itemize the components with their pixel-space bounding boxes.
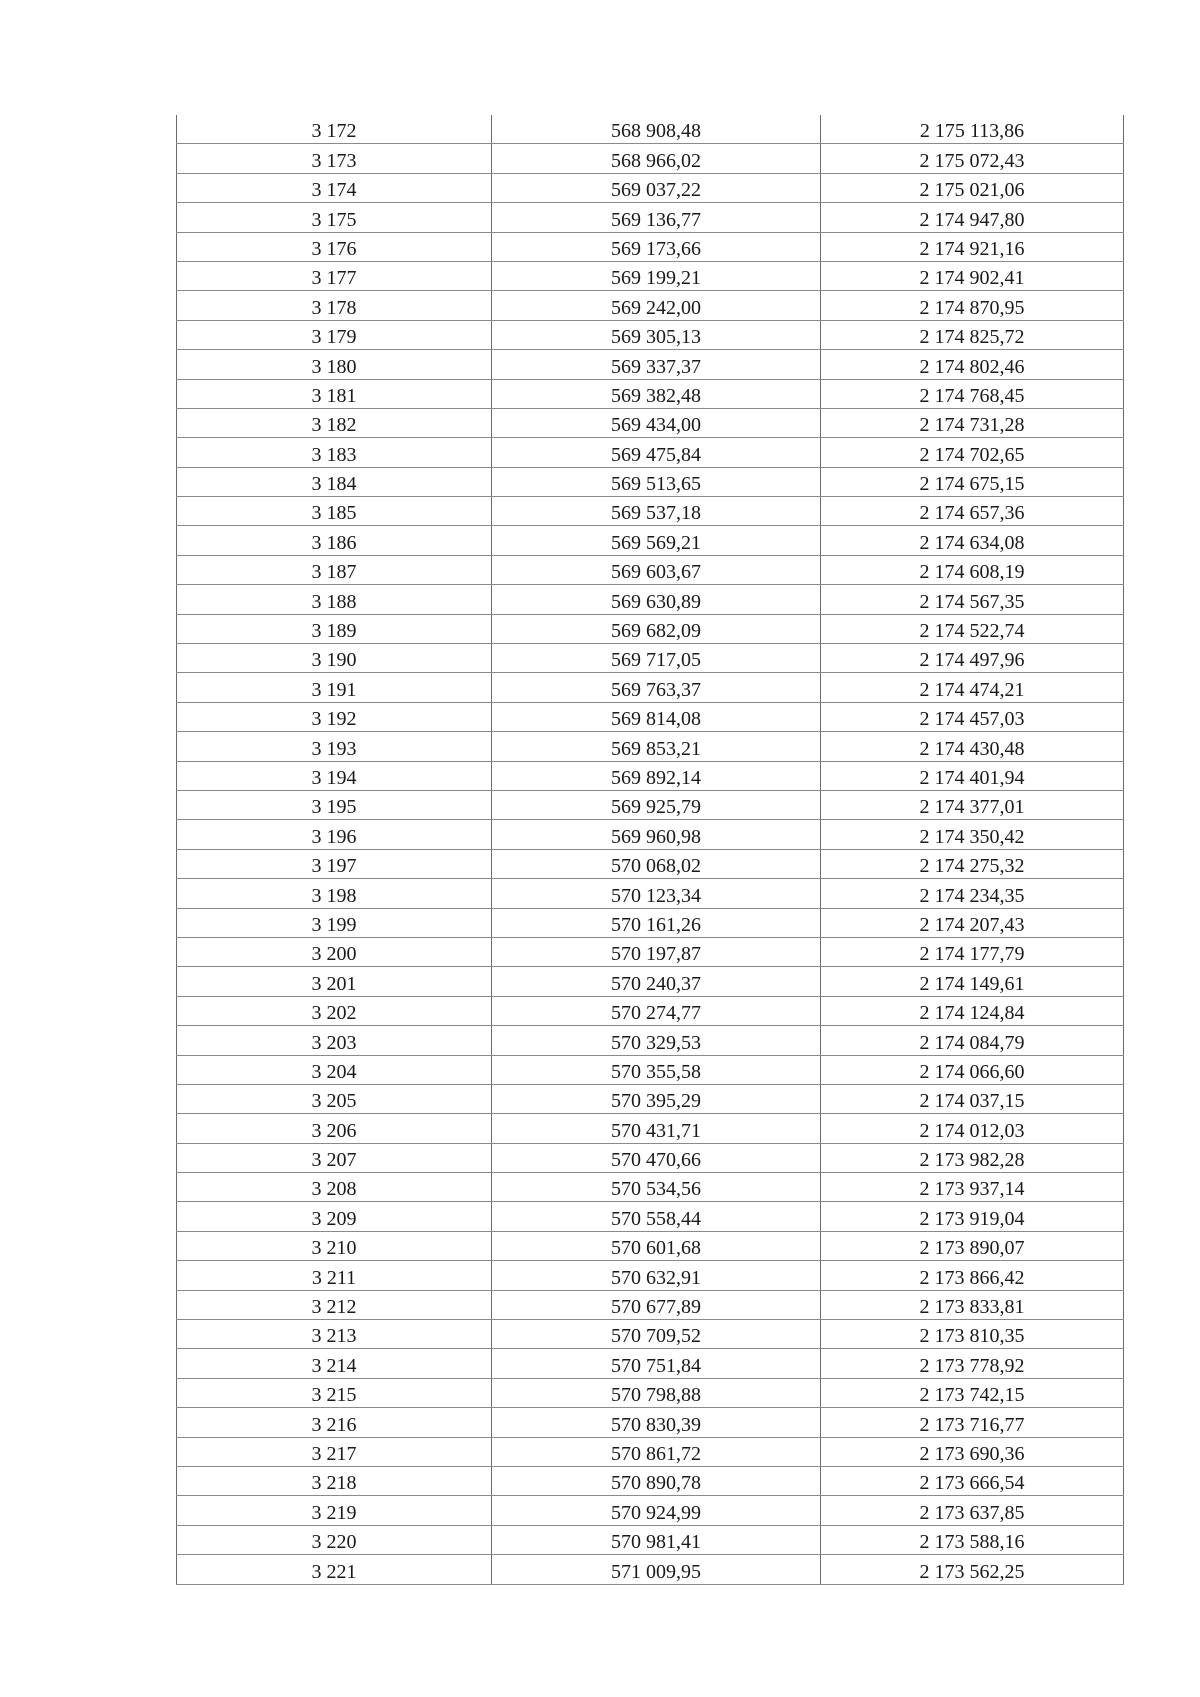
x-coordinate-cell: 569 603,67 bbox=[492, 555, 821, 584]
x-coordinate-cell: 570 924,99 bbox=[492, 1496, 821, 1525]
x-coordinate-cell: 569 630,89 bbox=[492, 585, 821, 614]
x-coordinate-cell: 569 763,37 bbox=[492, 673, 821, 702]
point-number-cell: 3 180 bbox=[177, 350, 492, 379]
point-number-cell: 3 198 bbox=[177, 879, 492, 908]
table-row bbox=[177, 438, 1124, 467]
point-number-cell: 3 191 bbox=[177, 673, 492, 702]
y-coordinate-cell: 2 174 037,15 bbox=[821, 1084, 1124, 1113]
x-coordinate-cell: 569 136,77 bbox=[492, 203, 821, 232]
y-coordinate-cell: 2 174 377,01 bbox=[821, 790, 1124, 819]
point-number-cell: 3 176 bbox=[177, 232, 492, 261]
point-number-cell: 3 194 bbox=[177, 761, 492, 790]
table-row bbox=[177, 1466, 1124, 1495]
y-coordinate-cell: 2 173 588,16 bbox=[821, 1525, 1124, 1554]
x-coordinate-cell: 569 037,22 bbox=[492, 173, 821, 202]
point-number-cell: 3 209 bbox=[177, 1202, 492, 1231]
x-coordinate-cell: 569 717,05 bbox=[492, 644, 821, 673]
table-row bbox=[177, 1055, 1124, 1084]
table-row bbox=[177, 203, 1124, 232]
table-row bbox=[177, 673, 1124, 702]
point-number-cell: 3 173 bbox=[177, 144, 492, 173]
table-row bbox=[177, 232, 1124, 261]
point-number-cell: 3 221 bbox=[177, 1555, 492, 1584]
y-coordinate-cell: 2 174 921,16 bbox=[821, 232, 1124, 261]
point-number-cell: 3 178 bbox=[177, 291, 492, 320]
point-number-cell: 3 172 bbox=[177, 115, 492, 144]
table-row bbox=[177, 1084, 1124, 1113]
table-row bbox=[177, 1290, 1124, 1319]
point-number-cell: 3 184 bbox=[177, 467, 492, 496]
point-number-cell: 3 187 bbox=[177, 555, 492, 584]
point-number-cell: 3 174 bbox=[177, 173, 492, 202]
y-coordinate-cell: 2 174 234,35 bbox=[821, 879, 1124, 908]
table-row bbox=[177, 1202, 1124, 1231]
y-coordinate-cell: 2 174 401,94 bbox=[821, 761, 1124, 790]
point-number-cell: 3 183 bbox=[177, 438, 492, 467]
x-coordinate-cell: 570 601,68 bbox=[492, 1231, 821, 1260]
table-row bbox=[177, 379, 1124, 408]
table-row bbox=[177, 585, 1124, 614]
point-number-cell: 3 210 bbox=[177, 1231, 492, 1260]
point-number-cell: 3 206 bbox=[177, 1114, 492, 1143]
table-row bbox=[177, 1026, 1124, 1055]
table-row bbox=[177, 497, 1124, 526]
point-number-cell: 3 193 bbox=[177, 732, 492, 761]
x-coordinate-cell: 570 068,02 bbox=[492, 849, 821, 878]
x-coordinate-cell: 570 751,84 bbox=[492, 1349, 821, 1378]
x-coordinate-cell: 569 892,14 bbox=[492, 761, 821, 790]
table-row bbox=[177, 1231, 1124, 1260]
table-row bbox=[177, 996, 1124, 1025]
x-coordinate-cell: 570 197,87 bbox=[492, 937, 821, 966]
point-number-cell: 3 175 bbox=[177, 203, 492, 232]
y-coordinate-cell: 2 174 608,19 bbox=[821, 555, 1124, 584]
x-coordinate-cell: 569 960,98 bbox=[492, 820, 821, 849]
table-row bbox=[177, 1143, 1124, 1172]
x-coordinate-cell: 570 830,39 bbox=[492, 1408, 821, 1437]
table-row bbox=[177, 761, 1124, 790]
x-coordinate-cell: 569 305,13 bbox=[492, 320, 821, 349]
x-coordinate-cell: 570 981,41 bbox=[492, 1525, 821, 1554]
x-coordinate-cell: 570 355,58 bbox=[492, 1055, 821, 1084]
point-number-cell: 3 197 bbox=[177, 849, 492, 878]
table-row bbox=[177, 1437, 1124, 1466]
x-coordinate-cell: 570 240,37 bbox=[492, 967, 821, 996]
table-row bbox=[177, 790, 1124, 819]
x-coordinate-cell: 570 329,53 bbox=[492, 1026, 821, 1055]
table-row bbox=[177, 967, 1124, 996]
point-number-cell: 3 196 bbox=[177, 820, 492, 849]
table-row bbox=[177, 1261, 1124, 1290]
x-coordinate-cell: 569 434,00 bbox=[492, 408, 821, 437]
point-number-cell: 3 185 bbox=[177, 497, 492, 526]
y-coordinate-cell: 2 174 870,95 bbox=[821, 291, 1124, 320]
x-coordinate-cell: 571 009,95 bbox=[492, 1555, 821, 1584]
table-row bbox=[177, 1408, 1124, 1437]
table-row bbox=[177, 261, 1124, 290]
y-coordinate-cell: 2 174 084,79 bbox=[821, 1026, 1124, 1055]
y-coordinate-cell: 2 174 012,03 bbox=[821, 1114, 1124, 1143]
point-number-cell: 3 208 bbox=[177, 1173, 492, 1202]
point-number-cell: 3 216 bbox=[177, 1408, 492, 1437]
table-row bbox=[177, 614, 1124, 643]
y-coordinate-cell: 2 173 637,85 bbox=[821, 1496, 1124, 1525]
point-number-cell: 3 219 bbox=[177, 1496, 492, 1525]
coordinates-table bbox=[176, 115, 1124, 1585]
point-number-cell: 3 190 bbox=[177, 644, 492, 673]
point-number-cell: 3 182 bbox=[177, 408, 492, 437]
coordinates-table-body bbox=[177, 115, 1124, 1584]
y-coordinate-cell: 2 174 207,43 bbox=[821, 908, 1124, 937]
point-number-cell: 3 211 bbox=[177, 1261, 492, 1290]
x-coordinate-cell: 569 513,65 bbox=[492, 467, 821, 496]
table-row bbox=[177, 115, 1124, 144]
point-number-cell: 3 215 bbox=[177, 1378, 492, 1407]
y-coordinate-cell: 2 174 177,79 bbox=[821, 937, 1124, 966]
point-number-cell: 3 199 bbox=[177, 908, 492, 937]
y-coordinate-cell: 2 174 947,80 bbox=[821, 203, 1124, 232]
y-coordinate-cell: 2 173 778,92 bbox=[821, 1349, 1124, 1378]
table-row bbox=[177, 173, 1124, 202]
y-coordinate-cell: 2 174 457,03 bbox=[821, 702, 1124, 731]
point-number-cell: 3 204 bbox=[177, 1055, 492, 1084]
x-coordinate-cell: 569 925,79 bbox=[492, 790, 821, 819]
point-number-cell: 3 213 bbox=[177, 1320, 492, 1349]
y-coordinate-cell: 2 174 702,65 bbox=[821, 438, 1124, 467]
x-coordinate-cell: 570 431,71 bbox=[492, 1114, 821, 1143]
y-coordinate-cell: 2 174 474,21 bbox=[821, 673, 1124, 702]
point-number-cell: 3 192 bbox=[177, 702, 492, 731]
point-number-cell: 3 218 bbox=[177, 1466, 492, 1495]
table-row bbox=[177, 908, 1124, 937]
y-coordinate-cell: 2 174 275,32 bbox=[821, 849, 1124, 878]
y-coordinate-cell: 2 173 937,14 bbox=[821, 1173, 1124, 1202]
point-number-cell: 3 202 bbox=[177, 996, 492, 1025]
table-row bbox=[177, 555, 1124, 584]
x-coordinate-cell: 570 470,66 bbox=[492, 1143, 821, 1172]
x-coordinate-cell: 568 908,48 bbox=[492, 115, 821, 144]
x-coordinate-cell: 570 123,34 bbox=[492, 879, 821, 908]
y-coordinate-cell: 2 173 690,36 bbox=[821, 1437, 1124, 1466]
y-coordinate-cell: 2 174 825,72 bbox=[821, 320, 1124, 349]
y-coordinate-cell: 2 174 522,74 bbox=[821, 614, 1124, 643]
x-coordinate-cell: 570 395,29 bbox=[492, 1084, 821, 1113]
x-coordinate-cell: 569 242,00 bbox=[492, 291, 821, 320]
table-row bbox=[177, 644, 1124, 673]
y-coordinate-cell: 2 175 113,86 bbox=[821, 115, 1124, 144]
y-coordinate-cell: 2 174 124,84 bbox=[821, 996, 1124, 1025]
y-coordinate-cell: 2 174 350,42 bbox=[821, 820, 1124, 849]
point-number-cell: 3 188 bbox=[177, 585, 492, 614]
point-number-cell: 3 200 bbox=[177, 937, 492, 966]
x-coordinate-cell: 568 966,02 bbox=[492, 144, 821, 173]
y-coordinate-cell: 2 174 768,45 bbox=[821, 379, 1124, 408]
x-coordinate-cell: 570 161,26 bbox=[492, 908, 821, 937]
x-coordinate-cell: 570 709,52 bbox=[492, 1320, 821, 1349]
y-coordinate-cell: 2 173 810,35 bbox=[821, 1320, 1124, 1349]
x-coordinate-cell: 570 558,44 bbox=[492, 1202, 821, 1231]
point-number-cell: 3 189 bbox=[177, 614, 492, 643]
point-number-cell: 3 179 bbox=[177, 320, 492, 349]
point-number-cell: 3 205 bbox=[177, 1084, 492, 1113]
x-coordinate-cell: 569 814,08 bbox=[492, 702, 821, 731]
x-coordinate-cell: 570 861,72 bbox=[492, 1437, 821, 1466]
point-number-cell: 3 220 bbox=[177, 1525, 492, 1554]
point-number-cell: 3 177 bbox=[177, 261, 492, 290]
y-coordinate-cell: 2 173 666,54 bbox=[821, 1466, 1124, 1495]
y-coordinate-cell: 2 175 072,43 bbox=[821, 144, 1124, 173]
x-coordinate-cell: 569 382,48 bbox=[492, 379, 821, 408]
table-row bbox=[177, 350, 1124, 379]
table-row bbox=[177, 1320, 1124, 1349]
x-coordinate-cell: 570 632,91 bbox=[492, 1261, 821, 1290]
y-coordinate-cell: 2 174 902,41 bbox=[821, 261, 1124, 290]
x-coordinate-cell: 570 798,88 bbox=[492, 1378, 821, 1407]
y-coordinate-cell: 2 173 866,42 bbox=[821, 1261, 1124, 1290]
y-coordinate-cell: 2 174 731,28 bbox=[821, 408, 1124, 437]
table-row bbox=[177, 144, 1124, 173]
y-coordinate-cell: 2 173 833,81 bbox=[821, 1290, 1124, 1319]
table-row bbox=[177, 702, 1124, 731]
point-number-cell: 3 207 bbox=[177, 1143, 492, 1172]
y-coordinate-cell: 2 174 497,96 bbox=[821, 644, 1124, 673]
x-coordinate-cell: 570 534,56 bbox=[492, 1173, 821, 1202]
table-row bbox=[177, 820, 1124, 849]
point-number-cell: 3 186 bbox=[177, 526, 492, 555]
y-coordinate-cell: 2 173 919,04 bbox=[821, 1202, 1124, 1231]
y-coordinate-cell: 2 174 802,46 bbox=[821, 350, 1124, 379]
y-coordinate-cell: 2 174 066,60 bbox=[821, 1055, 1124, 1084]
y-coordinate-cell: 2 174 657,36 bbox=[821, 497, 1124, 526]
point-number-cell: 3 214 bbox=[177, 1349, 492, 1378]
x-coordinate-cell: 569 337,37 bbox=[492, 350, 821, 379]
point-number-cell: 3 195 bbox=[177, 790, 492, 819]
x-coordinate-cell: 569 173,66 bbox=[492, 232, 821, 261]
x-coordinate-cell: 569 682,09 bbox=[492, 614, 821, 643]
x-coordinate-cell: 569 537,18 bbox=[492, 497, 821, 526]
y-coordinate-cell: 2 173 562,25 bbox=[821, 1555, 1124, 1584]
x-coordinate-cell: 570 677,89 bbox=[492, 1290, 821, 1319]
x-coordinate-cell: 570 274,77 bbox=[492, 996, 821, 1025]
table-row bbox=[177, 732, 1124, 761]
x-coordinate-cell: 569 475,84 bbox=[492, 438, 821, 467]
x-coordinate-cell: 570 890,78 bbox=[492, 1466, 821, 1495]
y-coordinate-cell: 2 174 634,08 bbox=[821, 526, 1124, 555]
table-row bbox=[177, 1378, 1124, 1407]
point-number-cell: 3 203 bbox=[177, 1026, 492, 1055]
y-coordinate-cell: 2 173 982,28 bbox=[821, 1143, 1124, 1172]
y-coordinate-cell: 2 173 890,07 bbox=[821, 1231, 1124, 1260]
table-row bbox=[177, 1349, 1124, 1378]
y-coordinate-cell: 2 174 567,35 bbox=[821, 585, 1124, 614]
y-coordinate-cell: 2 173 716,77 bbox=[821, 1408, 1124, 1437]
point-number-cell: 3 217 bbox=[177, 1437, 492, 1466]
table-row bbox=[177, 1173, 1124, 1202]
x-coordinate-cell: 569 199,21 bbox=[492, 261, 821, 290]
table-row bbox=[177, 526, 1124, 555]
y-coordinate-cell: 2 174 430,48 bbox=[821, 732, 1124, 761]
point-number-cell: 3 201 bbox=[177, 967, 492, 996]
y-coordinate-cell: 2 174 149,61 bbox=[821, 967, 1124, 996]
table-row bbox=[177, 1525, 1124, 1554]
table-row bbox=[177, 408, 1124, 437]
table-row bbox=[177, 1555, 1124, 1584]
table-row bbox=[177, 937, 1124, 966]
y-coordinate-cell: 2 175 021,06 bbox=[821, 173, 1124, 202]
x-coordinate-cell: 569 853,21 bbox=[492, 732, 821, 761]
table-row bbox=[177, 467, 1124, 496]
table-row bbox=[177, 879, 1124, 908]
table-row bbox=[177, 849, 1124, 878]
point-number-cell: 3 212 bbox=[177, 1290, 492, 1319]
table-row bbox=[177, 1496, 1124, 1525]
table-row bbox=[177, 291, 1124, 320]
y-coordinate-cell: 2 174 675,15 bbox=[821, 467, 1124, 496]
y-coordinate-cell: 2 173 742,15 bbox=[821, 1378, 1124, 1407]
table-row bbox=[177, 1114, 1124, 1143]
point-number-cell: 3 181 bbox=[177, 379, 492, 408]
table-row bbox=[177, 320, 1124, 349]
x-coordinate-cell: 569 569,21 bbox=[492, 526, 821, 555]
